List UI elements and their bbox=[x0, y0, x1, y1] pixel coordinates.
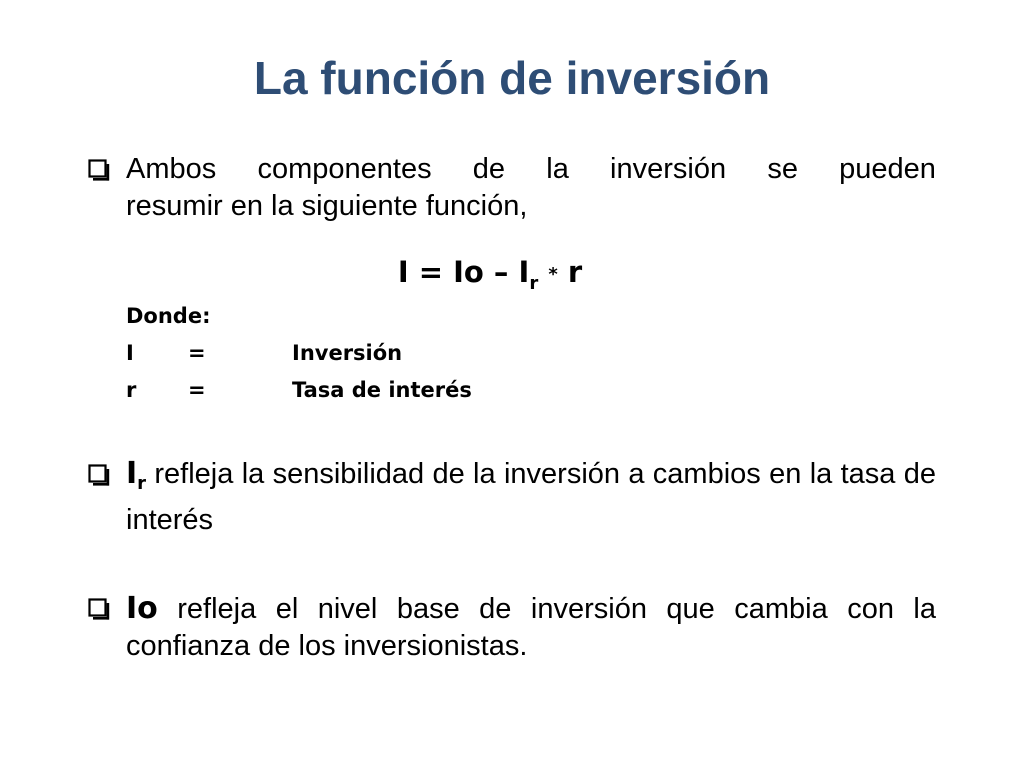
slide-title: La función de inversión bbox=[253, 52, 771, 104]
formula-operator: * bbox=[548, 264, 558, 285]
term-subscript: r bbox=[137, 473, 147, 494]
definition-row bbox=[126, 374, 472, 411]
bullet-1-line-1 bbox=[126, 151, 936, 188]
definitions-heading: Donde: bbox=[126, 304, 211, 328]
checkbox-bullet-icon bbox=[88, 159, 110, 181]
definition-row bbox=[126, 337, 403, 374]
word: se bbox=[767, 153, 798, 185]
bullet-3 bbox=[88, 590, 936, 665]
word: pueden bbox=[839, 153, 936, 185]
bullet-2 bbox=[88, 455, 936, 539]
word: de bbox=[472, 153, 506, 185]
word: inversión bbox=[610, 153, 727, 185]
checkbox-bullet-icon bbox=[88, 464, 110, 486]
bullet-2-body: refleja la sensibilidad de la inversión a cambios en la tasa de interés bbox=[126, 458, 936, 536]
formula-rhs: r bbox=[567, 255, 583, 289]
term-letter: I bbox=[126, 456, 138, 491]
bullet-1-line-2: resumir en la siguiente función, bbox=[126, 190, 528, 222]
definition-equals: = bbox=[188, 341, 206, 365]
definition-symbol: I bbox=[126, 341, 134, 365]
bullet-1 bbox=[88, 151, 936, 225]
word: Ambos bbox=[126, 153, 217, 185]
definition-description: Inversión bbox=[292, 341, 403, 365]
term-ir bbox=[126, 456, 147, 494]
bullet-3-text bbox=[126, 590, 936, 665]
checkbox-bullet-icon bbox=[88, 598, 110, 620]
term-io: Io bbox=[126, 591, 158, 626]
bullet-2-text bbox=[126, 455, 936, 539]
bullet-3-body: refleja el nivel base de inversión que cambia con la confianza de los inversionistas. bbox=[126, 593, 936, 662]
definition-description: Tasa de interés bbox=[292, 378, 472, 402]
formula-lhs: I = Io – I bbox=[397, 255, 530, 289]
word: la bbox=[546, 153, 569, 185]
definition-equals: = bbox=[188, 378, 206, 402]
investment-formula bbox=[0, 252, 980, 304]
word: componentes bbox=[257, 153, 432, 185]
bullet-1-text bbox=[126, 151, 936, 225]
definitions bbox=[126, 300, 472, 411]
formula-subscript: r bbox=[529, 273, 539, 294]
definition-symbol: r bbox=[126, 378, 137, 402]
